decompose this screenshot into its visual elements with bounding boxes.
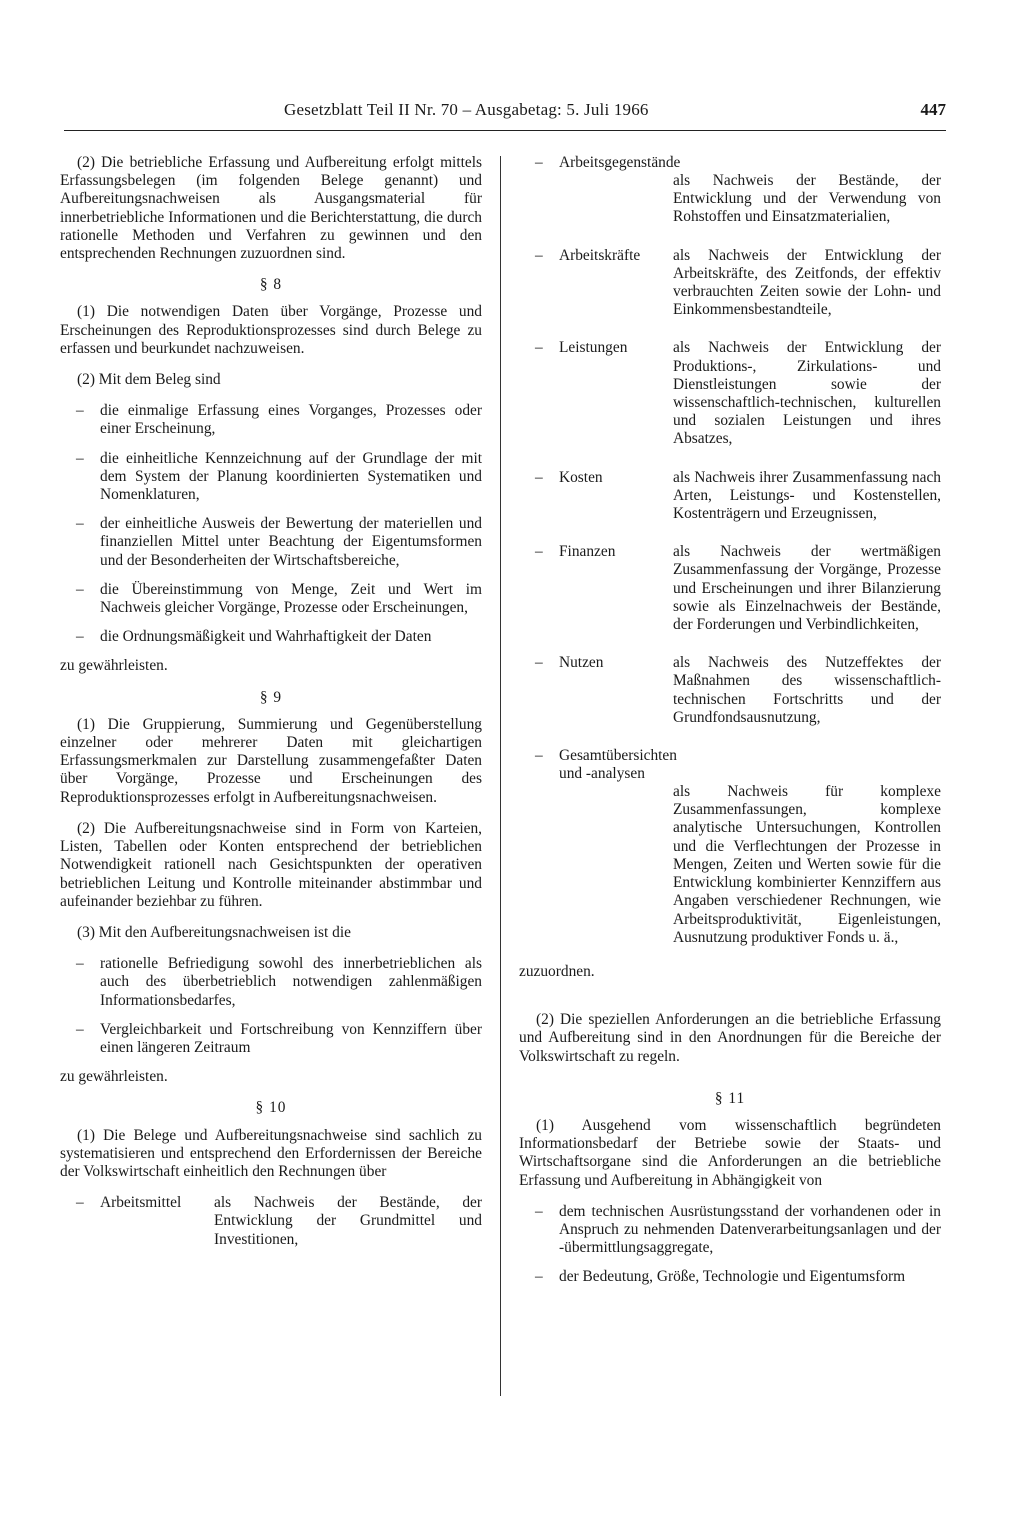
definition-text: als Nachweis der Bestände, der Entwicklung der Grundmittel und Investitionen, <box>214 1194 482 1248</box>
dash-bullet: – <box>535 543 543 561</box>
definition-text: als Nachweis der wertmäßigen Zusammenfassung der Vorgänge, Prozesse und Erscheinungen und ihrer Bilanzierung sowie als Einzelnachweis der Bestände, der Forderungen und Verbindlichkeiten, <box>673 543 941 634</box>
dash-bullet: – <box>535 468 543 486</box>
definition-text: als Nachweis der Entwicklung der Arbeitskräfte, des Zeitfonds, der effektiv verbrauchten Zeiten sowie der Lohn- und Einkommensbestandteile, <box>673 246 941 319</box>
dash-bullet: – <box>535 339 543 357</box>
definition-text: als Nachweis der Entwicklung der Produktions-, Zirkulations- und Dienstleistungen sowie der wissenschaftlich-technischen, kulturellen und sozialen Leistungen und ihres Absatzes, <box>673 339 941 448</box>
definition-term: Leistungen <box>559 339 628 357</box>
dash-bullet: – <box>76 1194 84 1212</box>
definition-term: Arbeitsmittel <box>100 1194 182 1212</box>
list-item-text: die Übereinstimmung von Menge, Zeit und Wert im Nachweis gleicher Vorgänge, Prozesse oder Erscheinungen, <box>100 580 482 617</box>
definition-row <box>519 339 941 448</box>
paragraph-8-2: (2) Mit dem Beleg sind <box>77 371 221 389</box>
list-item-text: der Bedeutung, Größe, Technologie und Eigentumsform <box>559 1268 906 1286</box>
paragraph-11-1: (1) Ausgehend vom wissenschaftlich begründeten Informationsbedarf der Betriebe sowie der Staats- und Wirtschaftsorgane sind die Anforderungen an die betriebliche Erfassung und Aufbereitung in Abhängigkeit von <box>519 1116 941 1189</box>
paragraph-8-1: (1) Die notwendigen Daten über Vorgänge, Prozesse und Erscheinungen des Reproduktionsprozesses sind durch Belege zu erfassen und beurkundet nachzuweisen. <box>60 303 482 357</box>
list-item-text: die einmalige Erfassung eines Vorganges, Prozesses oder einer Erscheinung, <box>100 402 482 438</box>
paragraph-7-2: (2) Die betriebliche Erfassung und Aufbereitung erfolgt mittels Erfassungsbelegen (im folgenden Belege genannt) und Aufbereitungsnachweisen als Ausgangsmaterial für innerbetriebliche Informationen und die Berichterstattung, die durch rationelle Methoden und Verfahren zu gewinnen und den entsprechenden Rechnungen zuzuordnen sind. <box>60 154 482 263</box>
list-item-text: Vergleichbarkeit und Fortschreibung von Kennziffern über einen längeren Zeitraum <box>100 1020 482 1056</box>
closing-line-9: zu gewährleisten. <box>60 1068 168 1086</box>
column-divider <box>500 156 501 1396</box>
dash-bullet: – <box>535 1268 543 1286</box>
list-item <box>60 450 482 505</box>
section-heading-8: § 8 <box>259 276 283 294</box>
definition-row <box>60 1194 482 1249</box>
list-item-text: die Ordnungsmäßigkeit und Wahrhaftigkeit der Daten <box>100 628 432 646</box>
list-item <box>60 402 482 438</box>
paragraph-9-1: (1) Die Gruppierung, Summierung und Gegenüberstellung einzelner oder mehrerer Daten mit gleichartigen Erfassungsmerkmalen zur Darstellung zusammengefaßter Daten über Vorgänge, Prozesse und Erscheinungen des Reproduktionsprozesses erfolgt in Aufbereitungsnachweisen. <box>60 715 482 806</box>
definition-row <box>519 543 941 634</box>
list-item <box>519 1268 941 1286</box>
dash-bullet: – <box>76 955 84 973</box>
list-item <box>60 1021 482 1057</box>
dash-bullet: – <box>535 246 543 264</box>
definition-row <box>519 469 941 524</box>
header-title: Gesetzblatt Teil II Nr. 70 – Ausgabetag: 5. Juli 1966 <box>284 100 649 119</box>
list-item-text: rationelle Befriedigung sowohl des innerbetrieblichen als auch des überbetrieblich notwendigen zahlenmäßigen Informationsbedarfes, <box>100 955 482 1009</box>
definition-row <box>519 154 941 227</box>
left-column <box>60 154 482 1269</box>
paragraph-9-3: (3) Mit den Aufbereitungsnachweisen ist die <box>77 923 351 941</box>
definition-term: Arbeitskräfte <box>559 246 641 264</box>
definition-term: Gesamtübersichten und -analysen <box>559 747 677 783</box>
list-item-text: dem technischen Ausrüstungsstand der vorhandenen oder in Anspruch zu nehmenden Datenverarbeitungsanlagen und der -übermittlungsaggregate, <box>559 1202 941 1257</box>
list-item <box>519 1203 941 1258</box>
definition-term: Kosten <box>559 468 603 486</box>
dash-bullet: – <box>76 628 84 646</box>
paragraph-9-2: (2) Die Aufbereitungsnachweise sind in Form von Karteien, Listen, Tabellen oder Konten entsprechend der betrieblichen Notwendigkeit rationell nach Gesichtspunkten der operativen betrieblichen Leitung und Kontrolle miteinander abstimmbar und aufeinander beziehbar zu führen. <box>60 819 482 910</box>
dash-bullet: – <box>535 154 543 171</box>
definition-text: als Nachweis der Bestände, der Entwicklung und der Verwendung von Rohstoffen und Einsatzmaterialien, <box>673 172 941 226</box>
dash-bullet: – <box>76 449 84 467</box>
paragraph-10-2: (2) Die speziellen Anforderungen an die betriebliche Erfassung und Aufbereitung sind in den Anordnungen für die Bereiche der Volkswirtschaft zu regeln. <box>519 1011 941 1065</box>
definition-row <box>519 654 941 727</box>
definition-term: Arbeitsgegenstände <box>559 154 681 171</box>
definition-term: Finanzen <box>559 543 616 561</box>
list-item-text: die einheitliche Kennzeichnung auf der Grundlage der mit dem System der Planung koordinierten Systematiken und Nomenklaturen, <box>100 449 482 504</box>
header-rule <box>64 130 946 131</box>
definition-text: als Nachweis des Nutzeffektes der Maßnahmen des wissenschaftlich-technischen Fortschritts und der Grundfondsausnutzung, <box>673 654 941 726</box>
page-number: 447 <box>920 100 946 119</box>
definition-row <box>519 247 941 320</box>
paragraph-10-1: (1) Die Belege und Aufbereitungsnachweise sind sachlich zu systematisieren und entsprechend den Erfordernissen der Bereiche der Volkswirtschaft einheitlich den Rechnungen über <box>60 1126 482 1180</box>
definition-text: als Nachweis für komplexe Zusammenfassungen, komplexe analytische Untersuchungen, Kontrollen und die Verflechtungen der Prozesse in Mengen, Zeiten und Werten sowie für die Entwicklung kombinierter Kennziffern aus Angaben verschiedener Rechnungen, wie Arbeitsproduktivität, Eigenleistungen, Ausnutzung produktiver Fonds u. ä., <box>673 783 941 946</box>
definition-row <box>519 747 941 947</box>
dash-bullet: – <box>535 654 543 672</box>
dash-bullet: – <box>76 402 84 420</box>
dash-bullet: – <box>76 1020 84 1038</box>
list-item <box>60 628 482 646</box>
section-heading-9: § 9 <box>259 688 283 706</box>
list-item <box>60 515 482 570</box>
dash-bullet: – <box>76 580 84 598</box>
dash-bullet: – <box>535 1202 543 1220</box>
definition-text: als Nachweis ihrer Zusammenfassung nach Arten, Leistungs- und Kostenstellen, Kostenträgern und Erzeugnissen, <box>673 468 941 523</box>
section-heading-11: § 11 <box>714 1089 746 1107</box>
list-item-text: der einheitliche Ausweis der Bewertung der materiellen und finanziellen Mittel unter Beachtung der Eigentumsformen und der Besonderheiten der Wirtschaftsbereiche, <box>100 515 482 569</box>
dash-bullet: – <box>76 515 84 533</box>
definition-term: Nutzen <box>559 654 604 672</box>
closing-line-10: zuzuordnen. <box>519 962 595 980</box>
right-column <box>519 154 941 1298</box>
list-item <box>60 581 482 617</box>
list-item <box>60 955 482 1010</box>
closing-line-8: zu gewährleisten. <box>60 657 168 675</box>
dash-bullet: – <box>535 747 543 765</box>
section-heading-10: § 10 <box>255 1099 287 1117</box>
page-header <box>64 100 946 130</box>
